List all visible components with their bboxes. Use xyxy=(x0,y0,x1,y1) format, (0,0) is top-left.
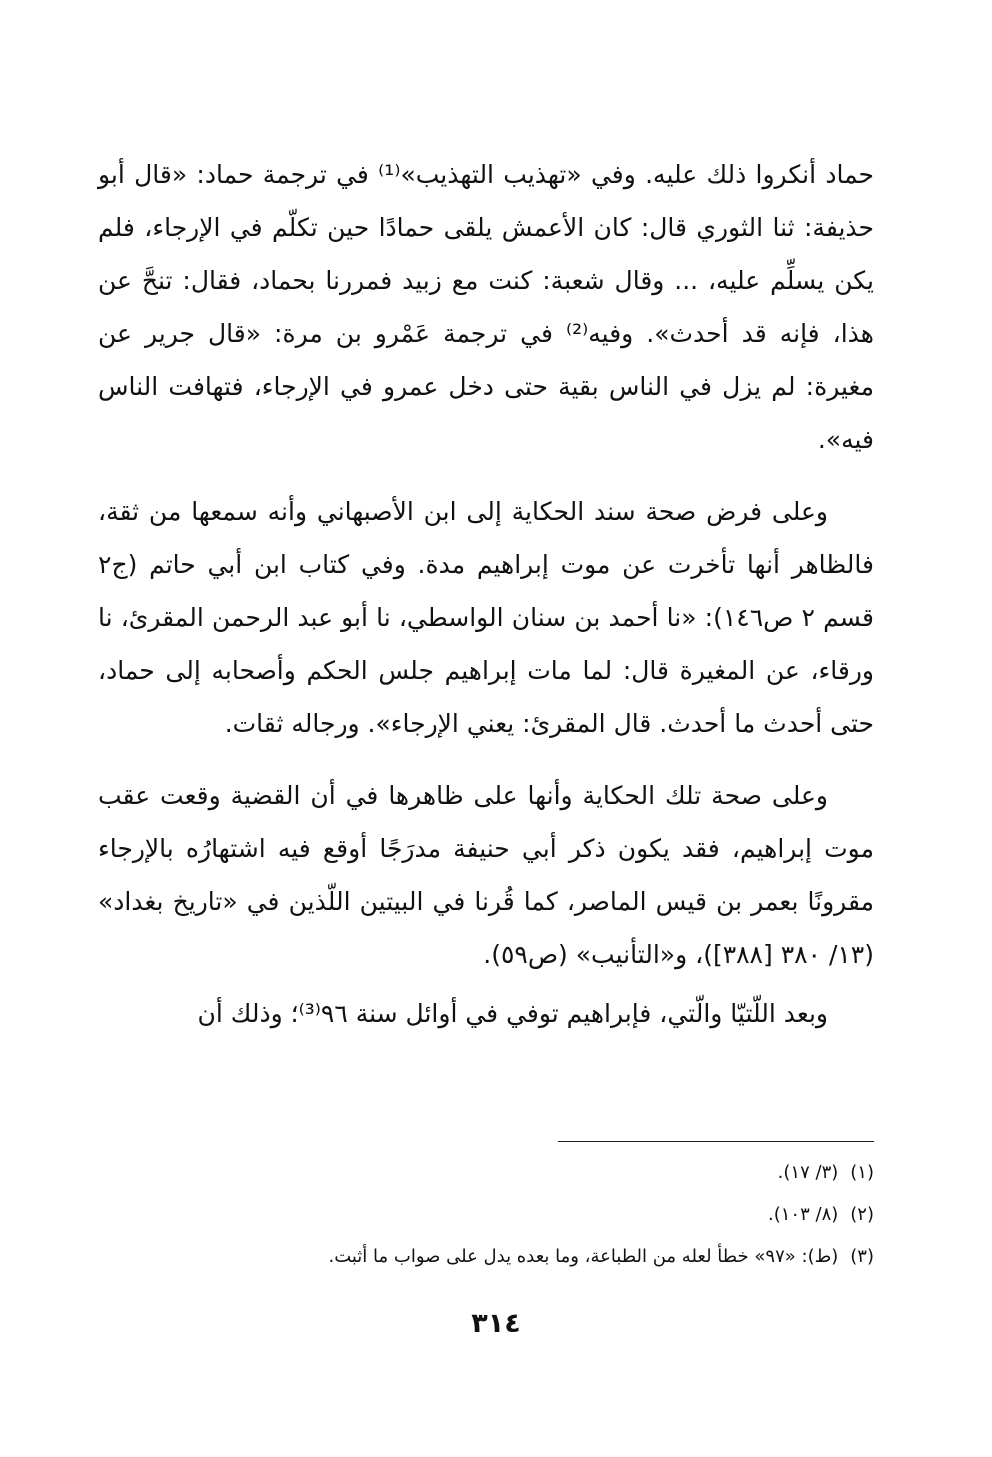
footnote-number: (٢) xyxy=(850,1204,874,1225)
main-text xyxy=(98,148,874,1040)
footnote-3 xyxy=(200,1236,874,1278)
footnote-separator xyxy=(558,1141,874,1142)
footnote-2 xyxy=(200,1194,874,1236)
paragraph-1: حماد أنكروا ذلك عليه. وفي «تهذيب التهذيب»⁽¹⁾ في ترجمة حماد: «قال أبو حذيفة: ثنا الثوري قال: كان الأعمش يلقى حمادًا حين تكلّم في الإرجاء، فلم يكن يسلِّم عليه، ... وقال شعبة: كنت مع زبيد فمررنا بحماد، فقال: تنحَّ عن هذا، فإنه قد أحدث». وفيه⁽²⁾ في ترجمة عَمْرو بن مرة: «قال جرير عن مغيرة: لم يزل في الناس بقية حتى دخل عمرو في الإرجاء، فتهافت الناس فيه». xyxy=(98,160,874,454)
footnote-text: (ط): «٩٧» خطأ لعله من الطباعة، وما بعده يدل على صواب ما أثبت. xyxy=(328,1246,839,1267)
footnote-number: (١) xyxy=(850,1162,874,1183)
footnote-text: (٨/ ١٠٣). xyxy=(768,1204,839,1225)
footnote-number: (٣) xyxy=(850,1246,874,1267)
footnotes xyxy=(200,1152,874,1278)
paragraph-2: وعلى فرض صحة سند الحكاية إلى ابن الأصبهاني وأنه سمعها من ثقة، فالظاهر أنها تأخرت عن موت إبراهيم مدة. وفي كتاب ابن أبي حاتم (ج٢ قسم ٢ ص١٤٦): «نا أحمد بن سنان الواسطي، نا أبو عبد الرحمن المقرئ، نا ورقاء، عن المغيرة قال: لما مات إبراهيم جلس الحكم وأصحابه إلى حماد، حتى أحدث ما أحدث. قال المقرئ: يعني الإرجاء». ورجاله ثقات. xyxy=(98,497,874,738)
paragraph-3: وعلى صحة تلك الحكاية وأنها على ظاهرها في أن القضية وقعت عقب موت إبراهيم، فقد يكون ذكر أبي حنيفة مدرَجًا أوقع فيه اشتهارُه بالإرجاء مقرونًا بعمر بن قيس الماصر، كما قُرنا في البيتين اللّذين في «تاريخ بغداد» (١٣/ ٣٨٠ [٣٨٨])، و«التأنيب» (ص٥٩). xyxy=(98,781,874,969)
footnote-1 xyxy=(200,1152,874,1194)
page-number: ٣١٤ xyxy=(471,1308,521,1339)
footnote-text: (٣/ ١٧). xyxy=(777,1162,839,1183)
paragraph-4: وبعد اللّتيّا والّتي، فإبراهيم توفي في أوائل سنة ٩٦⁽³⁾؛ وذلك أن xyxy=(197,999,828,1028)
